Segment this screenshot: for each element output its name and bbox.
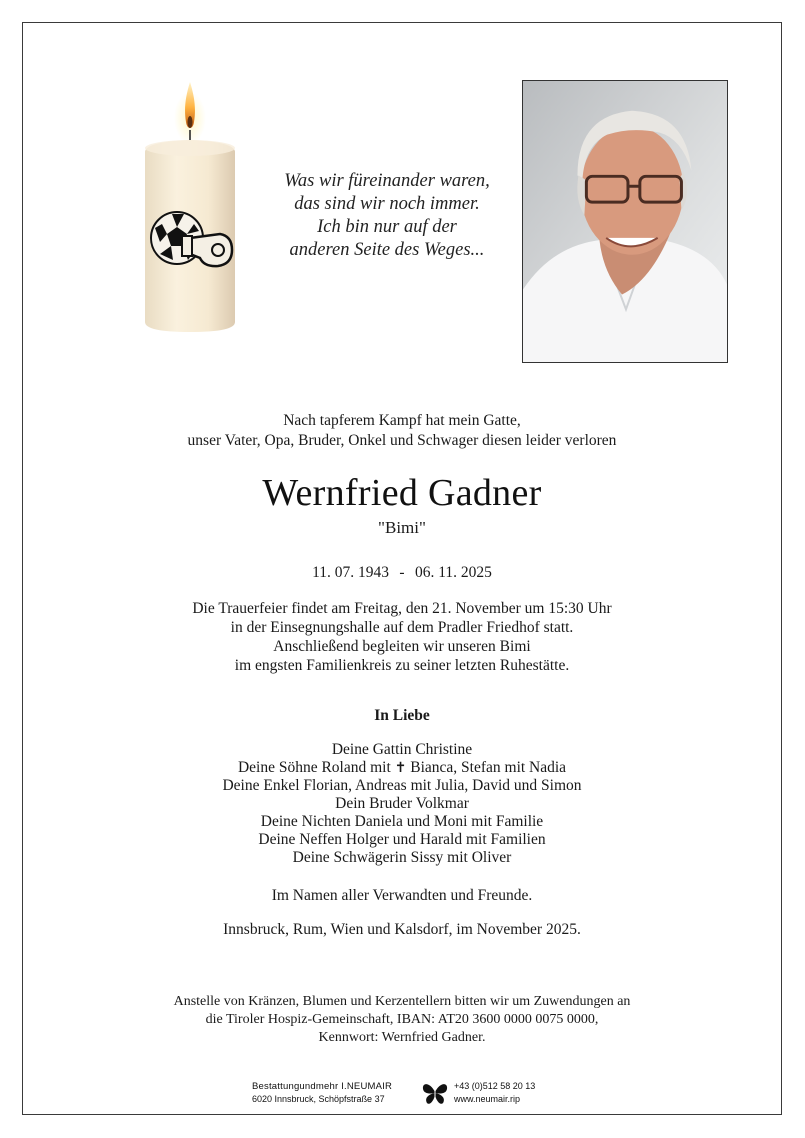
- footer-brand: Bestattungundmehr: [252, 1081, 339, 1092]
- footer-phone: +43 (0)512 58 20 13: [454, 1081, 536, 1091]
- mourner-text: Deine Söhne Roland mit: [237, 759, 395, 776]
- donation-line: Anstelle von Kränzen, Blumen und Kerzentellern bitten wir um Zuwendungen an: [173, 994, 631, 1009]
- donation-line: die Tiroler Hospiz-Gemeinschaft, IBAN: AT20 3600 0000 0075 0000,: [205, 1012, 599, 1027]
- donation-request: [22, 993, 782, 1047]
- mourner-text: Bianca, Stefan mit Nadia: [406, 759, 567, 776]
- footer-web: www.neumair.rip: [454, 1094, 521, 1104]
- mourner-line: Deine Enkel Florian, Andreas mit Julia, David und Simon: [222, 777, 582, 794]
- ceremony-line: im engsten Familienkreis zu seiner letzten Ruhestätte.: [234, 657, 570, 674]
- mourner-line: [22, 759, 782, 777]
- intro-text: [22, 411, 782, 451]
- cross-icon: ✝: [394, 760, 407, 776]
- birth-date: 11. 07. 1943: [312, 564, 389, 581]
- candle-icon: [140, 78, 245, 338]
- intro-line: unser Vater, Opa, Bruder, Onkel und Schwager diesen leider verloren: [187, 432, 617, 449]
- quote-line: anderen Seite des Weges...: [289, 240, 485, 260]
- funeral-home-footer: [252, 1080, 562, 1108]
- intro-line: Nach tapferem Kampf hat mein Gatte,: [283, 412, 521, 429]
- deceased-nickname: "Bimi": [378, 518, 426, 537]
- death-date: 06. 11. 2025: [415, 564, 492, 581]
- footer-company: I.NEUMAIR: [341, 1081, 393, 1092]
- portrait-photo: [522, 80, 728, 363]
- closing-line: Im Namen aller Verwandten und Freunde.: [271, 887, 533, 904]
- donation-line: Kennwort: Wernfried Gadner.: [318, 1030, 486, 1045]
- quote-line: das sind wir noch immer.: [294, 194, 480, 214]
- quote-line: Was wir füreinander waren,: [284, 171, 490, 191]
- place-date: Innsbruck, Rum, Wien und Kalsdorf, im November 2025.: [223, 921, 581, 938]
- footer-address: 6020 Innsbruck, Schöpfstraße 37: [252, 1094, 385, 1104]
- footer-brand-line: [252, 1080, 392, 1093]
- ceremony-line: Anschließend begleiten wir unseren Bimi: [273, 638, 531, 655]
- deceased-name: Wernfried Gadner: [262, 472, 542, 514]
- date-separator: -: [399, 564, 405, 581]
- mourner-line: Deine Nichten Daniela und Moni mit Familie: [260, 813, 544, 830]
- footer-left: [252, 1080, 392, 1106]
- mourner-line: Dein Bruder Volkmar: [335, 795, 469, 812]
- mourners-heading: In Liebe: [374, 707, 430, 724]
- quote-line: Ich bin nur auf der: [317, 217, 457, 237]
- ceremony-line: in der Einsegnungshalle auf dem Pradler Friedhof statt.: [230, 619, 574, 636]
- butterfly-logo-icon: [420, 1080, 450, 1106]
- mourner-line: Deine Gattin Christine: [331, 741, 473, 758]
- memorial-quote: [262, 170, 512, 262]
- mourner-line: Deine Schwägerin Sissy mit Oliver: [292, 849, 512, 866]
- ceremony-info: [22, 599, 782, 675]
- mourner-line: Deine Neffen Holger und Harald mit Familien: [258, 831, 546, 848]
- ceremony-line: Die Trauerfeier findet am Freitag, den 21. November um 15:30 Uhr: [192, 600, 612, 617]
- footer-right: [454, 1080, 535, 1106]
- mourners-list: [22, 741, 782, 867]
- life-dates: [22, 563, 782, 583]
